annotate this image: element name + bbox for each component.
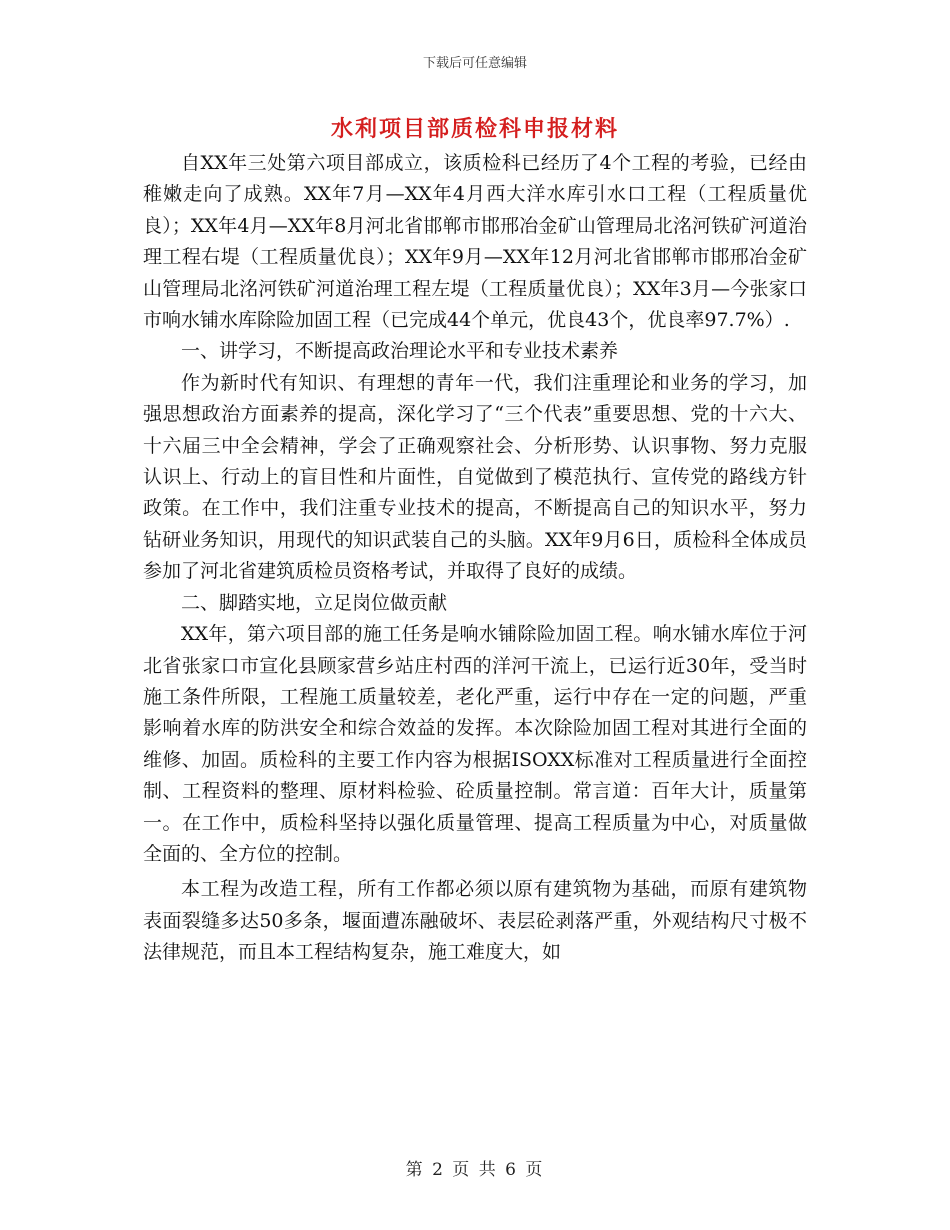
paragraph-study: 作为新时代有知识、有理想的青年一代，我们注重理论和业务的学习，加强思想政治方面素养的提高，深化学习了“三个代表”重要思想、党的十六大、十六届三中全会精神，学会了正确观察社会、分析形势、认识事物、努力克服认识上、行动上的盲目性和片面性，自觉做到了模范执行、宣传党的路线方针政策。在工作中，我们注重专业技术的提高，不断提高自己的知识水平，努力钻研业务知识，用现代的知识武装自己的头脑。XX年9月6日，质检科全体成员参加了河北省建筑质检员资格考试，并取得了良好的成绩。 (143, 371, 807, 583)
paragraph-intro: 自XX年三处第六项目部成立，该质检科已经历了4个工程的考验，已经由稚嫩走向了成熟。XX年7月—XX年4月西大洋水库引水口工程（工程质量优良）；XX年4月—XX年8月河北省邯郸市邯邢冶金矿山管理局北洺河铁矿河道治理工程右堤（工程质量优良）；XX年9月—XX年12月河北省邯郸市邯邢冶金矿山管理局北洺河铁矿河道治理工程左堤（工程质量优良）；XX年3月—今张家口市响水铺水库除险加固工程（已完成44个单元，优良43个，优良率97.7%）. (143, 152, 807, 332)
section-heading-2: 二、脚踏实地，立足岗位做贡献 (181, 591, 448, 614)
document-title: 水利项目部质检科申报材料 (330, 116, 619, 142)
document-body (143, 148, 807, 969)
paragraph-project: XX年，第六项目部的施工任务是响水铺除险加固工程。响水铺水库位于河北省张家口市宣化县顾家营乡站庄村西的洋河干流上，已运行近30年，受当时施工条件所限，工程施工质量较差，老化严重，运行中存在一定的问题，严重影响着水库的防洪安全和综合效益的发挥。本次除险加固工程对其进行全面的维修、加固。质检科的主要工作内容为根据ISOXX标准对工程质量进行全面控制、工程资料的整理、原材料检验、砼质量控制。常言道：百年大计，质量第一。在工作中，质检科坚持以强化质量管理、提高工程质量为中心，对质量做全面的、全方位的控制。 (143, 623, 807, 865)
paragraph-renovation: 本工程为改造工程，所有工作都必须以原有建筑物为基础，而原有建筑物表面裂缝多达50多条，堰面遭冻融破坏、表层砼剥落严重，外观结构尺寸极不法律规范，而且本工程结构复杂，施工难度大，如 (143, 878, 807, 964)
page-header-note: 下载后可任意编辑 (422, 56, 527, 71)
page-number: 第 2 页 共 6 页 (405, 1160, 545, 1180)
section-heading-1: 一、讲学习，不断提高政治理论水平和专业技术素养 (181, 340, 619, 363)
